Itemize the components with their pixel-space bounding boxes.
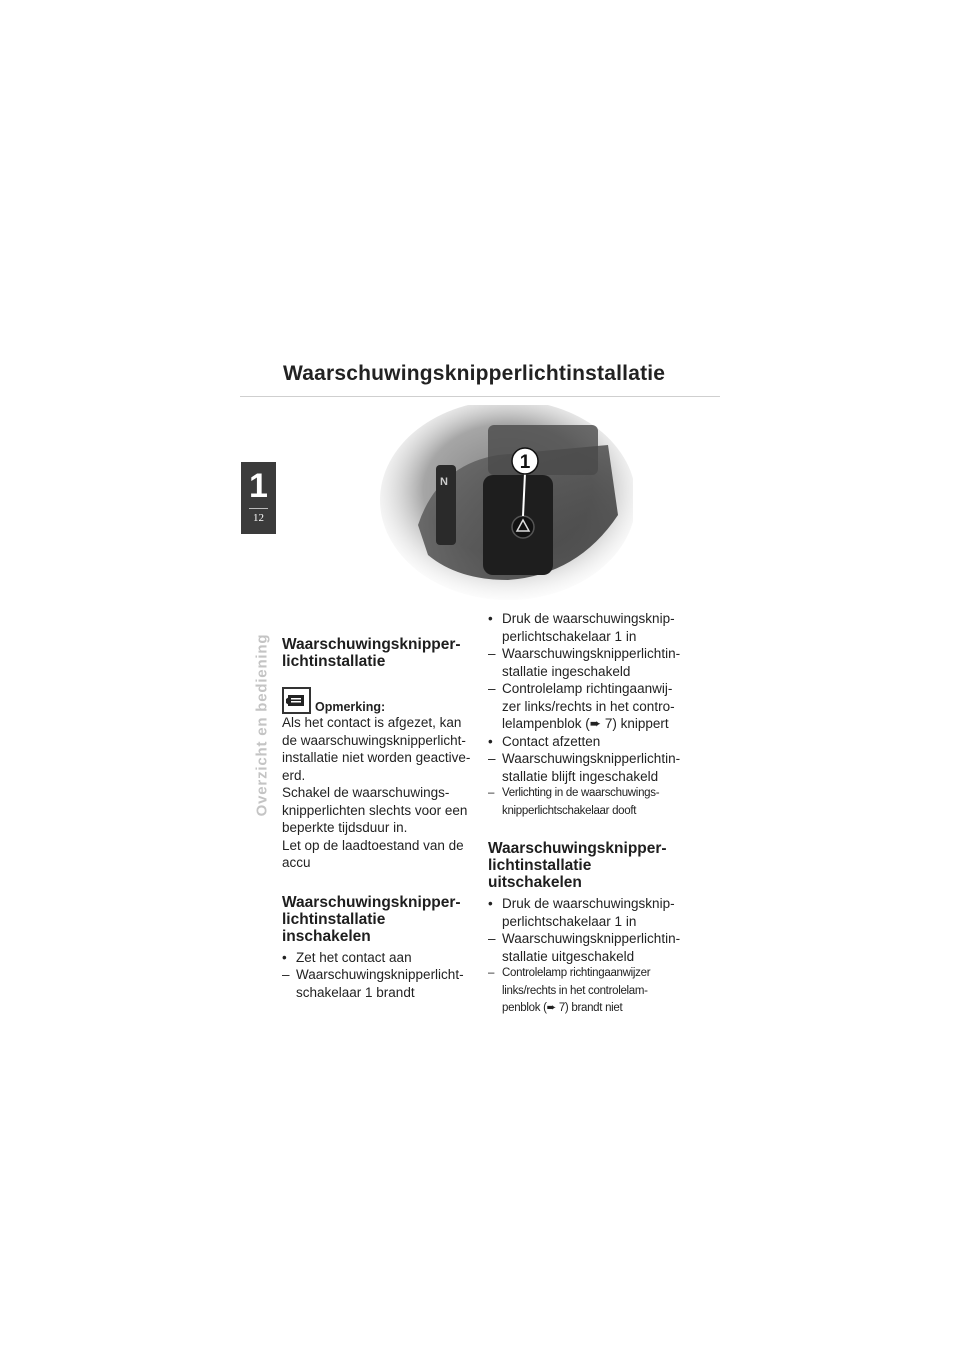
list-text: Controlelamp richtingaanwij-	[502, 681, 673, 696]
list-marker: •	[282, 949, 287, 965]
heading-line: Waarschuwingsknipper-	[282, 893, 461, 911]
list-text: Druk de waarschuwingsknip-	[502, 611, 675, 626]
note-line: installatie niet worden geactive-	[282, 750, 471, 765]
list-marker: –	[488, 931, 496, 946]
list-text: lelampenblok (➨ 7) knippert	[502, 716, 669, 731]
note-line: Schakel de waarschuwings-	[282, 785, 450, 800]
section-heading-switch-on	[282, 894, 482, 945]
list-text: Controlelamp richtingaanwijzer	[502, 967, 651, 979]
steps-list	[488, 610, 698, 820]
heading-line: lichtinstallatie	[282, 910, 386, 928]
note-line: knipperlichten slechts voor een	[282, 802, 468, 818]
list-text: perlichtschakelaar 1 in	[502, 628, 637, 644]
heading-line: Waarschuwingsknipper-	[282, 636, 461, 653]
heading-line: uitschakelen	[488, 874, 582, 891]
list-text: links/rechts in het controlelam-	[502, 984, 648, 997]
list-item	[488, 680, 698, 733]
note-text	[282, 714, 482, 872]
heading-line: lichtinstallatie	[282, 653, 386, 670]
chapter-side-label: Overzicht en bediening	[253, 633, 271, 817]
list-text: penblok (➨ 7) brandt niet	[502, 1002, 623, 1014]
list-marker: –	[488, 751, 496, 766]
list-item	[488, 930, 698, 965]
heading-line: lichtinstallatie	[488, 857, 592, 874]
right-column	[488, 610, 698, 1018]
list-marker: –	[488, 787, 495, 799]
list-text: knipperlichtschakelaar dooft	[502, 804, 637, 817]
title-divider	[240, 396, 720, 397]
list-text: Waarschuwingsknipperlicht-	[296, 967, 464, 982]
note-line: de waarschuwingsknipperlicht-	[282, 732, 466, 748]
note-label: Opmerking:	[315, 700, 386, 714]
list-text: stallatie blijft ingeschakeld	[502, 768, 659, 784]
list-text: zer links/rechts in het contro-	[502, 698, 675, 714]
section-heading-switch-off	[488, 840, 698, 891]
list-marker: –	[488, 681, 496, 696]
note-hand-icon	[282, 687, 311, 714]
list-text: stallatie ingeschakeld	[502, 663, 631, 679]
chapter-number: 1	[249, 467, 268, 505]
section-heading-intro	[282, 636, 482, 670]
left-column	[282, 636, 482, 1001]
note-header	[282, 687, 482, 714]
chapter-separator	[249, 508, 268, 509]
list-text: Verlichting in de waarschuwings-	[502, 787, 660, 799]
list-marker: •	[488, 733, 493, 749]
hazard-switch-photo	[378, 405, 633, 605]
list-text: Contact afzetten	[502, 733, 601, 749]
callout-number: 1	[519, 452, 531, 473]
note-line: Als het contact is afgezet, kan	[282, 715, 462, 730]
list-text: schakelaar 1 brandt	[296, 984, 415, 1000]
list-item	[488, 895, 698, 930]
list-text: perlichtschakelaar 1 in	[502, 913, 637, 929]
gear-letter: N	[440, 476, 448, 488]
steps-list	[488, 895, 698, 1018]
steps-list	[282, 949, 482, 1002]
list-text: Waarschuwingsknipperlichtin-	[502, 751, 681, 766]
list-text: Druk de waarschuwingsknip-	[502, 896, 675, 911]
heading-line: inschakelen	[282, 927, 371, 945]
list-item	[282, 949, 482, 967]
heading-line: Waarschuwingsknipper-	[488, 840, 667, 857]
list-marker: •	[488, 611, 493, 626]
list-item	[488, 645, 698, 680]
list-text: Zet het contact aan	[296, 949, 412, 965]
page-number: 12	[253, 512, 264, 524]
chapter-tab	[241, 462, 276, 534]
list-item	[488, 965, 698, 1018]
note-line: Let op de laadtoestand van de	[282, 837, 464, 853]
list-item	[488, 750, 698, 785]
note-line: erd.	[282, 767, 306, 783]
list-item	[488, 785, 698, 820]
list-marker: •	[488, 896, 493, 911]
list-item	[488, 733, 698, 751]
list-text: Waarschuwingsknipperlichtin-	[502, 931, 681, 946]
note-line: beperkte tijdsduur in.	[282, 820, 408, 835]
list-item	[488, 610, 698, 645]
list-text: Waarschuwingsknipperlichtin-	[502, 646, 681, 661]
list-item	[282, 966, 482, 1001]
list-marker: –	[282, 967, 290, 982]
page-title: Waarschuwingsknipperlichtinstallatie	[283, 362, 666, 385]
list-marker: –	[488, 646, 496, 661]
list-text: stallatie uitgeschakeld	[502, 948, 635, 964]
note-line: accu	[282, 855, 311, 870]
list-marker: –	[488, 967, 495, 979]
switch-panel-top	[488, 425, 598, 475]
